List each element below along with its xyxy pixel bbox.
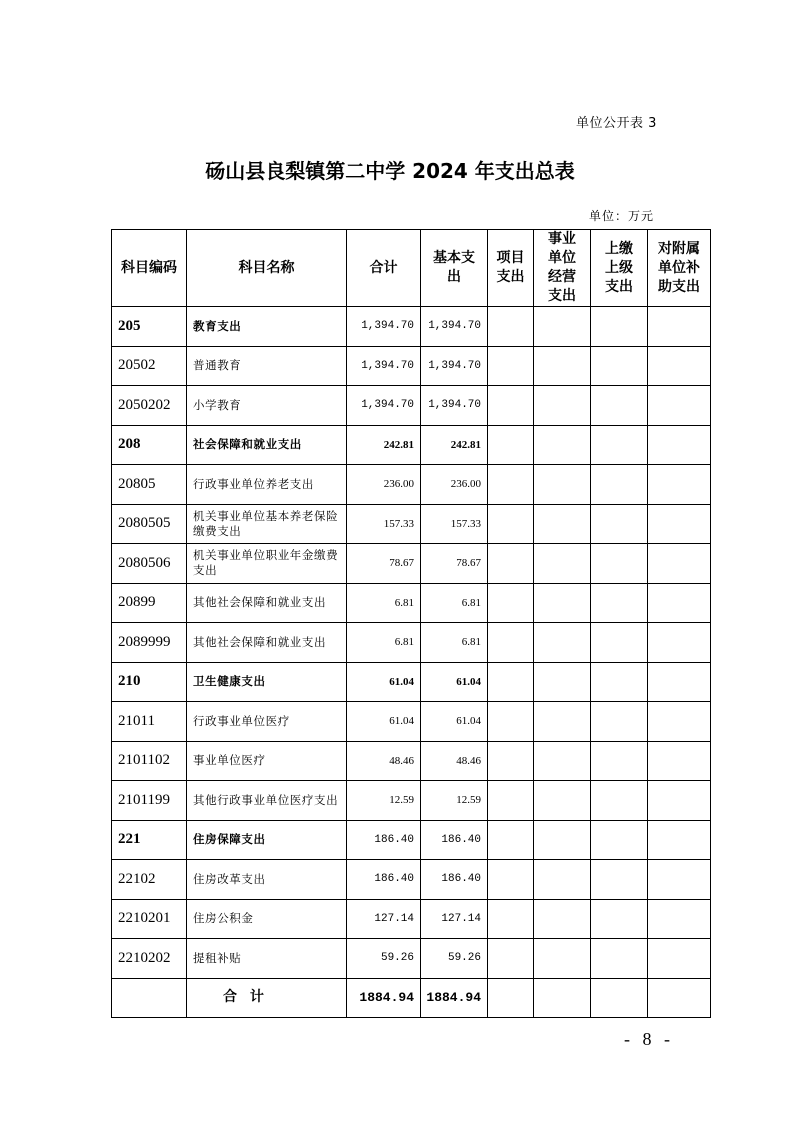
header-remit-upper-expenditure: [591, 230, 648, 307]
remit-upper-expenditure-cell: [591, 386, 648, 426]
subsidy-affiliated-expenditure-cell: [648, 623, 711, 663]
business-expenditure-cell: [534, 939, 591, 979]
business-expenditure-cell: [534, 504, 591, 544]
subject-name-text: 小学教育: [193, 397, 242, 412]
subject-name-cell: [187, 702, 347, 742]
total-amount-cell: [347, 544, 421, 584]
subsidy-affiliated-expenditure-cell: [648, 899, 711, 939]
project-expenditure-cell: [488, 860, 534, 900]
header-line: 支出: [496, 269, 525, 285]
subsidy-affiliated-expenditure-cell: [648, 504, 711, 544]
basic-expenditure-text: 59.26: [447, 952, 481, 965]
total-amount-cell: [347, 346, 421, 386]
basic-expenditure-cell: [421, 623, 488, 663]
subsidy-affiliated-expenditure-cell: [648, 860, 711, 900]
remit-upper-expenditure-cell: [591, 781, 648, 821]
remit-upper-expenditure-cell: [591, 425, 648, 465]
business-expenditure-cell: [534, 702, 591, 742]
project-expenditure-cell: [488, 662, 534, 702]
basic-expenditure-text: 6.81: [461, 596, 481, 609]
project-expenditure-cell: [488, 978, 534, 1018]
basic-expenditure-cell: [421, 504, 488, 544]
subject-name-cell: [187, 544, 347, 584]
total-amount-cell: [347, 465, 421, 505]
total-amount-text: 186.40: [374, 873, 414, 886]
subsidy-affiliated-expenditure-cell: [648, 781, 711, 821]
basic-expenditure-cell: [421, 939, 488, 979]
subject-name-cell: [187, 978, 347, 1018]
subsidy-affiliated-expenditure-cell: [648, 425, 711, 465]
remit-upper-expenditure-cell: [591, 939, 648, 979]
header-line: 上缴: [605, 240, 633, 257]
basic-expenditure-cell: [421, 978, 488, 1018]
basic-expenditure-cell: [421, 346, 488, 386]
header-line: 上级: [605, 259, 633, 276]
project-expenditure-cell: [488, 741, 534, 781]
basic-expenditure-text: 1,394.70: [428, 399, 481, 412]
header-line: 支出: [605, 278, 633, 295]
project-expenditure-cell: [488, 583, 534, 623]
table-row: [112, 583, 711, 623]
total-amount-cell: [347, 939, 421, 979]
project-expenditure-cell: [488, 702, 534, 742]
header-total: [347, 230, 421, 307]
header-line: 科目名称: [238, 259, 295, 276]
project-expenditure-cell: [488, 781, 534, 821]
table-row: [112, 741, 711, 781]
project-expenditure-cell: [488, 307, 534, 347]
business-expenditure-cell: [534, 781, 591, 821]
total-row: [112, 978, 711, 1018]
subject-name-cell: [187, 346, 347, 386]
basic-expenditure-cell: [421, 702, 488, 742]
business-expenditure-cell: [534, 544, 591, 584]
table-row: [112, 662, 711, 702]
subject-name-cell: [187, 781, 347, 821]
basic-expenditure-cell: [421, 860, 488, 900]
subject-code-cell: [112, 741, 187, 781]
subject-name-cell: [187, 504, 347, 544]
subject-code-cell: [112, 583, 187, 623]
page-title: 砀山县良梨镇第二中学 2024 年支出总表: [205, 159, 575, 183]
table-row: [112, 544, 711, 584]
total-amount-text: 48.46: [389, 754, 414, 767]
total-amount-cell: [347, 978, 421, 1018]
basic-expenditure-text: 1884.94: [426, 990, 481, 1006]
header-line: 事业: [548, 231, 576, 247]
project-expenditure-cell: [488, 504, 534, 544]
subsidy-affiliated-expenditure-cell: [648, 978, 711, 1018]
business-expenditure-cell: [534, 820, 591, 860]
subject-code-cell: [112, 702, 187, 742]
form-label: 单位公开表 3: [576, 116, 657, 131]
basic-expenditure-text: 12.59: [456, 794, 481, 807]
subject-name-text: 机关事业单位职业年金缴费支出: [193, 548, 339, 578]
total-amount-cell: [347, 741, 421, 781]
total-amount-text: 186.40: [374, 833, 414, 846]
remit-upper-expenditure-cell: [591, 662, 648, 702]
basic-expenditure-text: 48.46: [456, 754, 481, 767]
table-row: [112, 504, 711, 544]
basic-expenditure-text: 6.81: [461, 636, 481, 649]
total-amount-cell: [347, 386, 421, 426]
subject-code-cell: [112, 860, 187, 900]
subsidy-affiliated-expenditure-cell: [648, 465, 711, 505]
remit-upper-expenditure-cell: [591, 583, 648, 623]
subject-code-cell: [112, 781, 187, 821]
subject-name-text: 住房保障支出: [193, 832, 266, 847]
subject-name-cell: [187, 662, 347, 702]
subject-name-cell: [187, 386, 347, 426]
total-amount-text: 78.67: [389, 557, 414, 570]
subject-name-text: 住房公积金: [193, 911, 254, 926]
header-business-expenditure: [534, 230, 591, 307]
expenditure-table: [111, 229, 711, 1018]
subject-name-text: 其他社会保障和就业支出: [193, 634, 327, 649]
subject-name-text: 卫生健康支出: [193, 674, 266, 689]
business-expenditure-cell: [534, 978, 591, 1018]
unit-label: 单位：万元: [589, 209, 655, 223]
business-expenditure-cell: [534, 662, 591, 702]
total-amount-cell: [347, 425, 421, 465]
subsidy-affiliated-expenditure-cell: [648, 583, 711, 623]
subject-name-cell: [187, 465, 347, 505]
total-amount-cell: [347, 820, 421, 860]
subject-name-cell: [187, 860, 347, 900]
header-subject-code: [112, 230, 187, 307]
total-amount-text: 12.59: [389, 794, 414, 807]
subject-name-text: 行政事业单位养老支出: [193, 476, 314, 491]
subject-code-text: 2101102: [118, 752, 170, 769]
basic-expenditure-text: 1,394.70: [428, 359, 481, 372]
subject-code-cell: [112, 662, 187, 702]
header-line: 合计: [369, 259, 398, 276]
remit-upper-expenditure-cell: [591, 623, 648, 663]
basic-expenditure-cell: [421, 386, 488, 426]
table-row: [112, 425, 711, 465]
subject-code-text: 2089999: [118, 633, 171, 650]
project-expenditure-cell: [488, 465, 534, 505]
subsidy-affiliated-expenditure-cell: [648, 307, 711, 347]
subject-code-cell: [112, 425, 187, 465]
basic-expenditure-cell: [421, 741, 488, 781]
subject-name-cell: [187, 307, 347, 347]
subject-code-cell: [112, 346, 187, 386]
table-row: [112, 899, 711, 939]
table-row: [112, 346, 711, 386]
subject-code-text: 2050202: [118, 396, 171, 413]
basic-expenditure-cell: [421, 544, 488, 584]
subject-name-text: 机关事业单位基本养老保险缴费支出: [193, 508, 339, 538]
project-expenditure-cell: [488, 939, 534, 979]
total-amount-cell: [347, 662, 421, 702]
total-amount-cell: [347, 583, 421, 623]
header-line: 对附属: [658, 240, 700, 257]
project-expenditure-cell: [488, 899, 534, 939]
table-row: [112, 307, 711, 347]
remit-upper-expenditure-cell: [591, 504, 648, 544]
header-project-expenditure: [488, 230, 534, 307]
basic-expenditure-text: 78.67: [456, 557, 481, 570]
total-amount-text: 61.04: [389, 715, 414, 728]
subject-code-cell: [112, 939, 187, 979]
basic-expenditure-text: 127.14: [441, 912, 481, 925]
project-expenditure-cell: [488, 346, 534, 386]
header-subsidy-affiliated-expenditure: [648, 230, 711, 307]
subject-name-text: 合 计: [223, 989, 268, 1006]
table-row: [112, 702, 711, 742]
subject-code-cell: [112, 465, 187, 505]
subject-name-cell: [187, 820, 347, 860]
subject-name-text: 教育支出: [193, 318, 242, 333]
subject-name-cell: [187, 899, 347, 939]
header-line: 出: [447, 269, 461, 285]
business-expenditure-cell: [534, 860, 591, 900]
page-number: - 8 -: [624, 1029, 674, 1049]
remit-upper-expenditure-cell: [591, 820, 648, 860]
subject-code-text: 21011: [118, 712, 155, 729]
business-expenditure-cell: [534, 899, 591, 939]
table-row: [112, 820, 711, 860]
total-amount-text: 1,394.70: [361, 320, 414, 333]
table-row: [112, 386, 711, 426]
business-expenditure-cell: [534, 583, 591, 623]
total-amount-text: 157.33: [383, 517, 414, 530]
remit-upper-expenditure-cell: [591, 899, 648, 939]
total-amount-cell: [347, 781, 421, 821]
project-expenditure-cell: [488, 386, 534, 426]
project-expenditure-cell: [488, 623, 534, 663]
table-row: [112, 465, 711, 505]
table-body: [112, 307, 711, 1018]
business-expenditure-cell: [534, 425, 591, 465]
remit-upper-expenditure-cell: [591, 465, 648, 505]
total-amount-text: 61.04: [389, 675, 414, 688]
remit-upper-expenditure-cell: [591, 346, 648, 386]
header-line: 项目: [496, 250, 525, 266]
subject-name-cell: [187, 939, 347, 979]
business-expenditure-cell: [534, 346, 591, 386]
table-row: [112, 781, 711, 821]
remit-upper-expenditure-cell: [591, 741, 648, 781]
basic-expenditure-cell: [421, 820, 488, 860]
subject-code-text: 20805: [118, 475, 156, 492]
basic-expenditure-text: 157.33: [450, 517, 481, 530]
subject-code-text: 22102: [118, 870, 156, 887]
subject-code-text: 2080506: [118, 554, 171, 571]
total-amount-text: 242.81: [383, 438, 414, 451]
basic-expenditure-cell: [421, 307, 488, 347]
basic-expenditure-cell: [421, 899, 488, 939]
business-expenditure-cell: [534, 623, 591, 663]
header-line: 支出: [548, 288, 576, 304]
header-basic-expenditure: [421, 230, 488, 307]
total-amount-cell: [347, 307, 421, 347]
subject-code-cell: [112, 623, 187, 663]
total-amount-text: 1,394.70: [361, 359, 414, 372]
total-amount-text: 6.81: [394, 596, 414, 609]
subject-name-cell: [187, 623, 347, 663]
header-line: 助支出: [658, 278, 700, 295]
header-line: 基本支: [433, 250, 475, 266]
remit-upper-expenditure-cell: [591, 307, 648, 347]
subject-name-cell: [187, 583, 347, 623]
subsidy-affiliated-expenditure-cell: [648, 702, 711, 742]
subject-code-cell: [112, 386, 187, 426]
subject-code-text: 20899: [118, 594, 156, 611]
subject-code-text: 205: [118, 317, 141, 334]
table-header: [112, 230, 711, 307]
remit-upper-expenditure-cell: [591, 978, 648, 1018]
remit-upper-expenditure-cell: [591, 544, 648, 584]
header-line: 单位补: [658, 259, 700, 276]
subject-name-text: 社会保障和就业支出: [193, 437, 302, 452]
header-line: 单位: [548, 250, 576, 266]
header-subject-name: [187, 230, 347, 307]
subject-name-text: 住房改革支出: [193, 871, 266, 886]
remit-upper-expenditure-cell: [591, 860, 648, 900]
subject-code-text: 210: [118, 673, 141, 690]
subject-code-cell: [112, 307, 187, 347]
business-expenditure-cell: [534, 307, 591, 347]
subsidy-affiliated-expenditure-cell: [648, 662, 711, 702]
project-expenditure-cell: [488, 544, 534, 584]
subject-name-cell: [187, 425, 347, 465]
subject-name-text: 其他社会保障和就业支出: [193, 595, 327, 610]
basic-expenditure-text: 186.40: [441, 873, 481, 886]
total-amount-text: 236.00: [383, 478, 414, 491]
basic-expenditure-cell: [421, 583, 488, 623]
basic-expenditure-text: 242.81: [450, 438, 481, 451]
subject-code-cell: [112, 504, 187, 544]
total-amount-cell: [347, 860, 421, 900]
total-amount-text: 1,394.70: [361, 399, 414, 412]
total-amount-cell: [347, 899, 421, 939]
subject-code-text: 208: [118, 436, 141, 453]
basic-expenditure-text: 61.04: [456, 675, 481, 688]
business-expenditure-cell: [534, 465, 591, 505]
subject-name-text: 普通教育: [193, 358, 242, 373]
business-expenditure-cell: [534, 386, 591, 426]
total-amount-cell: [347, 504, 421, 544]
subject-name-text: 事业单位医疗: [193, 753, 266, 768]
business-expenditure-cell: [534, 741, 591, 781]
table-row: [112, 623, 711, 663]
total-amount-cell: [347, 702, 421, 742]
subject-name-cell: [187, 741, 347, 781]
project-expenditure-cell: [488, 425, 534, 465]
total-amount-text: 6.81: [394, 636, 414, 649]
basic-expenditure-text: 61.04: [456, 715, 481, 728]
subject-name-text: 提租补贴: [193, 950, 242, 965]
basic-expenditure-cell: [421, 425, 488, 465]
header-line: 科目编码: [121, 259, 177, 276]
subject-code-cell: [112, 820, 187, 860]
basic-expenditure-text: 186.40: [441, 833, 481, 846]
subject-code-cell: [112, 544, 187, 584]
remit-upper-expenditure-cell: [591, 702, 648, 742]
basic-expenditure-cell: [421, 781, 488, 821]
subject-code-text: 221: [118, 831, 141, 848]
subject-code-cell: [112, 899, 187, 939]
subsidy-affiliated-expenditure-cell: [648, 939, 711, 979]
subject-name-text: 其他行政事业单位医疗支出: [193, 792, 339, 807]
subject-code-text: 2080505: [118, 515, 171, 532]
basic-expenditure-text: 1,394.70: [428, 320, 481, 333]
total-amount-text: 1884.94: [359, 990, 414, 1006]
subsidy-affiliated-expenditure-cell: [648, 544, 711, 584]
table-row: [112, 860, 711, 900]
subject-code-cell: [112, 978, 187, 1018]
total-amount-text: 127.14: [374, 912, 414, 925]
basic-expenditure-text: 236.00: [450, 478, 481, 491]
subject-code-text: 2210201: [118, 910, 171, 927]
subsidy-affiliated-expenditure-cell: [648, 741, 711, 781]
subject-code-text: 2101199: [118, 791, 170, 808]
subject-name-text: 行政事业单位医疗: [193, 713, 290, 728]
total-amount-cell: [347, 623, 421, 663]
subsidy-affiliated-expenditure-cell: [648, 386, 711, 426]
header-row: [112, 230, 711, 307]
subject-code-text: 2210202: [118, 949, 171, 966]
basic-expenditure-cell: [421, 662, 488, 702]
subsidy-affiliated-expenditure-cell: [648, 346, 711, 386]
subsidy-affiliated-expenditure-cell: [648, 820, 711, 860]
subject-code-text: 20502: [118, 357, 156, 374]
table-row: [112, 939, 711, 979]
total-amount-text: 59.26: [380, 952, 414, 965]
basic-expenditure-cell: [421, 465, 488, 505]
header-line: 经营: [548, 269, 576, 285]
project-expenditure-cell: [488, 820, 534, 860]
